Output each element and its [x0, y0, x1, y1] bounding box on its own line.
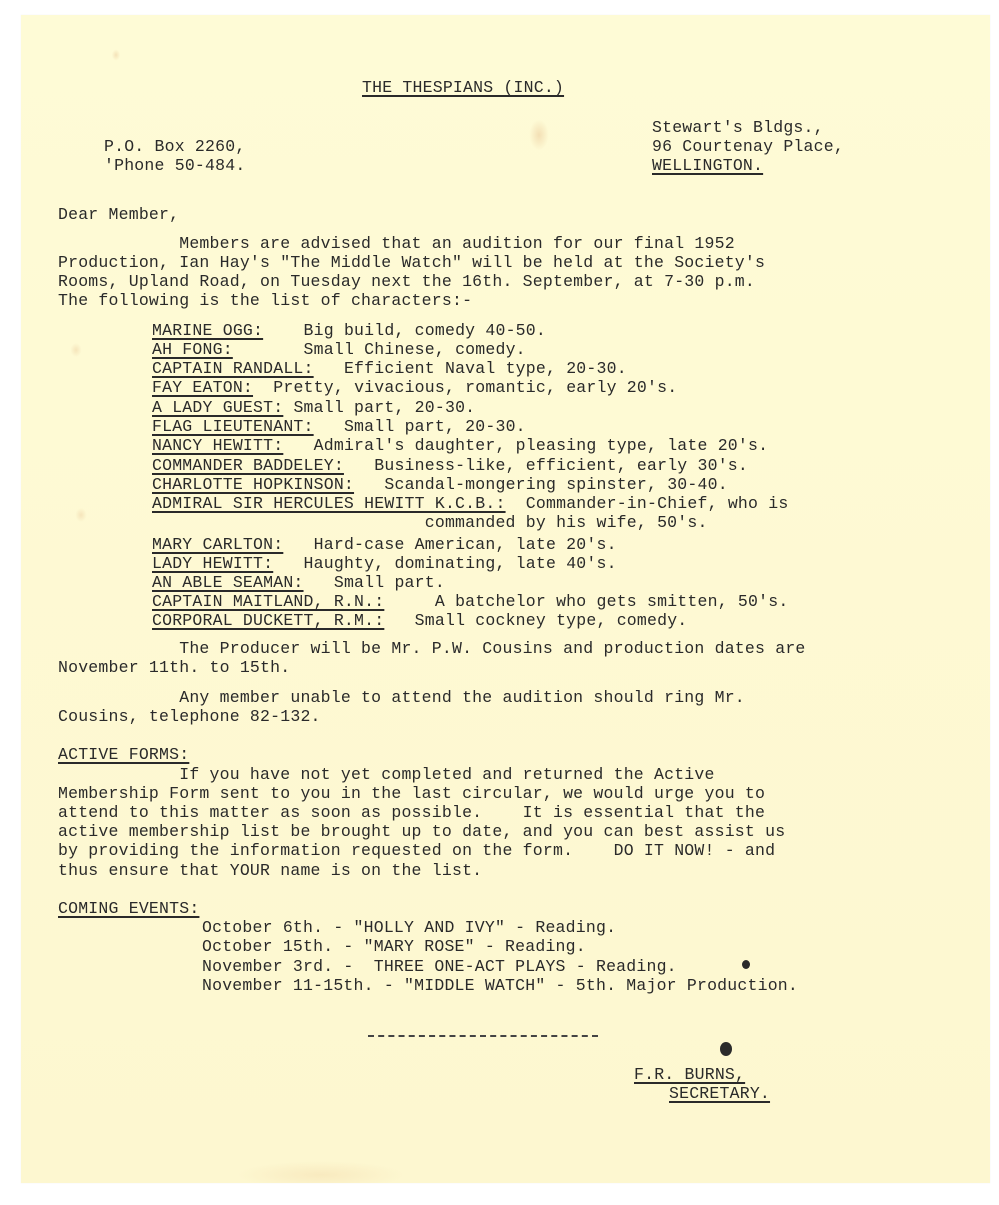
- character-name: CAPTAIN RANDALL:: [152, 359, 314, 378]
- event-item: October 6th. - "HOLLY AND IVY" - Reading.: [202, 918, 617, 937]
- character-description: Efficient Naval type, 20-30.: [343, 359, 627, 378]
- producer-line-1: The Producer will be Mr. P.W. Cousins and production dates are: [58, 639, 806, 658]
- character-entry: [152, 340, 526, 359]
- character-entry: [152, 475, 728, 494]
- character-entry: [152, 378, 677, 397]
- character-entry: [152, 456, 748, 475]
- character-name: COMMANDER BADDELEY:: [152, 456, 344, 475]
- character-name: MARINE OGG:: [152, 321, 264, 340]
- active-forms-line-4: active membership list be brought up to date, and you can best assist us: [58, 822, 786, 841]
- character-entry: [152, 417, 526, 436]
- unable-line-1: Any member unable to attend the audition should ring Mr.: [58, 688, 745, 707]
- event-item: October 15th. - "MARY ROSE" - Reading.: [202, 937, 586, 956]
- character-name: NANCY HEWITT:: [152, 436, 284, 455]
- character-entry: [152, 321, 546, 340]
- intro-line-3: Rooms, Upland Road, on Tuesday next the 16th. September, at 7-30 p.m.: [58, 272, 756, 291]
- ink-blot: [742, 960, 750, 969]
- character-description: Small Chinese, comedy.: [303, 340, 526, 359]
- character-entry: [152, 359, 627, 378]
- character-entry: [152, 592, 788, 611]
- character-name: AH FONG:: [152, 340, 233, 359]
- character-description: Scandal-mongering spinster, 30-40.: [384, 475, 728, 494]
- character-name: FAY EATON:: [152, 378, 254, 397]
- intro-line-4: The following is the list of characters:-: [58, 291, 473, 310]
- character-name: LADY HEWITT:: [152, 554, 274, 573]
- character-description: Hard-case American, late 20's.: [313, 535, 617, 554]
- character-description-continuation: commanded by his wife, 50's.: [152, 513, 708, 532]
- address-city: WELLINGTON.: [652, 156, 764, 175]
- character-name: A LADY GUEST:: [152, 398, 284, 417]
- character-description: Commander-in-Chief, who is: [525, 494, 789, 513]
- character-description: Small cockney type, comedy.: [414, 611, 688, 630]
- character-description: Admiral's daughter, pleasing type, late 20's.: [313, 436, 769, 455]
- signatory-name: F.R. BURNS,: [634, 1065, 746, 1084]
- dashed-divider: [368, 1035, 598, 1037]
- character-description: Pretty, vivacious, romantic, early 20's.: [273, 378, 678, 397]
- po-box: P.O. Box 2260,: [104, 137, 246, 156]
- character-description: A batchelor who gets smitten, 50's.: [434, 592, 789, 611]
- character-name: MARY CARLTON:: [152, 535, 284, 554]
- active-forms-line-1: If you have not yet completed and returned the Active: [58, 765, 715, 784]
- character-entry: [152, 554, 617, 573]
- character-name: FLAG LIEUTENANT:: [152, 417, 314, 436]
- phone-number: 'Phone 50-484.: [104, 156, 246, 175]
- address-building: Stewart's Bldgs.,: [652, 118, 824, 137]
- character-entry: [152, 535, 617, 554]
- character-name: CORPORAL DUCKETT, R.M.:: [152, 611, 385, 630]
- coming-events-heading: COMING EVENTS:: [58, 899, 200, 918]
- active-forms-line-6: thus ensure that YOUR name is on the list.: [58, 861, 483, 880]
- character-name: AN ABLE SEAMAN:: [152, 573, 304, 592]
- event-item: November 11-15th. - "MIDDLE WATCH" - 5th. Major Production.: [202, 976, 798, 995]
- organization-title: THE THESPIANS (INC.): [362, 78, 565, 97]
- character-description: Small part.: [333, 573, 445, 592]
- character-description: Haughty, dominating, late 40's.: [303, 554, 617, 573]
- character-entry: [152, 573, 445, 592]
- active-forms-line-3: attend to this matter as soon as possible. It is essential that the: [58, 803, 766, 822]
- active-forms-line-2: Membership Form sent to you in the last circular, we would urge you to: [58, 784, 766, 803]
- active-forms-line-5: by providing the information requested on the form. DO IT NOW! - and: [58, 841, 776, 860]
- character-name: CHARLOTTE HOPKINSON:: [152, 475, 355, 494]
- event-item: November 3rd. - THREE ONE-ACT PLAYS - Reading.: [202, 957, 677, 976]
- ink-blot: [720, 1042, 732, 1056]
- producer-line-2: November 11th. to 15th.: [58, 658, 291, 677]
- character-description: Small part, 20-30.: [343, 417, 526, 436]
- salutation: Dear Member,: [58, 205, 180, 224]
- character-entry: [152, 494, 788, 513]
- address-street: 96 Courtenay Place,: [652, 137, 844, 156]
- character-description: Business-like, efficient, early 30's.: [374, 456, 749, 475]
- intro-line-2: Production, Ian Hay's "The Middle Watch" will be held at the Society's: [58, 253, 766, 272]
- signatory-title: SECRETARY.: [669, 1084, 771, 1103]
- character-entry: [152, 611, 687, 630]
- character-description: Small part, 20-30.: [293, 398, 476, 417]
- unable-line-2: Cousins, telephone 82-132.: [58, 707, 321, 726]
- character-entry: [152, 436, 768, 455]
- character-entry: [152, 398, 475, 417]
- character-name: ADMIRAL SIR HERCULES HEWITT K.C.B.:: [152, 494, 506, 513]
- character-name: CAPTAIN MAITLAND, R.N.:: [152, 592, 385, 611]
- active-forms-heading: ACTIVE FORMS:: [58, 745, 190, 764]
- character-description: Big build, comedy 40-50.: [303, 321, 546, 340]
- intro-line-1: Members are advised that an audition for our final 1952: [58, 234, 735, 253]
